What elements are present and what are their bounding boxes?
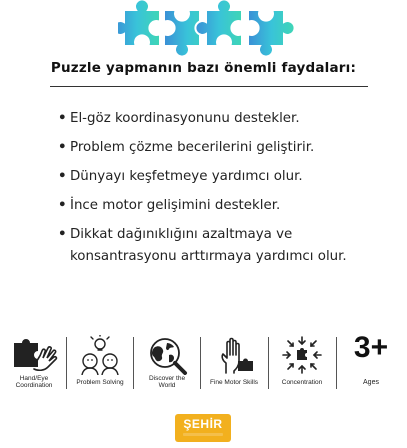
brand-logo-underline [183,433,223,436]
skill-concentration [268,333,336,397]
age-label: Ages [363,379,379,386]
kids-lightbulb-icon [76,335,124,375]
benefit-item: • İnce motor gelişimini destekler. [58,195,388,217]
caption-line: World [158,382,176,389]
skill-discover-world [133,333,201,397]
skill-caption [268,379,336,386]
benefit-item: • Dikkat dağınıklığını azaltmaya ve konsantrasyonu arttırmaya yardımcı olur. [58,224,388,268]
hand-fine-motor-icon [212,335,256,375]
skill-caption [66,379,134,386]
age-badge [336,333,406,397]
caption-line: Hand/Eye [19,375,49,382]
caption-line: Problem Solving [76,379,124,386]
caption-line: Concentration [281,379,323,386]
benefit-list [58,108,388,275]
hand-puzzle-icon [10,335,58,371]
age-value: 3+ [353,331,389,364]
benefit-item: • El-göz koordinasyonunu destekler. [58,108,388,130]
skill-caption [0,375,68,389]
brand-logo [175,414,231,442]
skill-problem-solving [66,333,134,397]
skill-fine-motor [200,333,268,397]
concentration-arrows-icon [280,335,324,375]
page-title: Puzzle yapmanın bazı önemli faydaları: [50,60,357,76]
brand-logo-text: ŞEHİR [183,417,223,431]
skill-caption [200,379,268,386]
skills-icon-row [0,333,407,397]
skill-caption [133,375,201,389]
title-divider [50,86,368,87]
caption-line: Fine Motor Skills [209,379,259,386]
benefit-item: • Problem çözme becerilerini geliştirir. [58,137,388,159]
globe-magnifier-icon [145,335,189,375]
caption-line: Discover the [148,375,186,382]
benefit-item: • Dünyayı keşfetmeye yardımcı olur. [58,166,388,188]
puzzle-pieces-icon [118,0,294,56]
caption-line: Coordination [15,382,53,389]
skill-hand-eye [0,333,68,397]
